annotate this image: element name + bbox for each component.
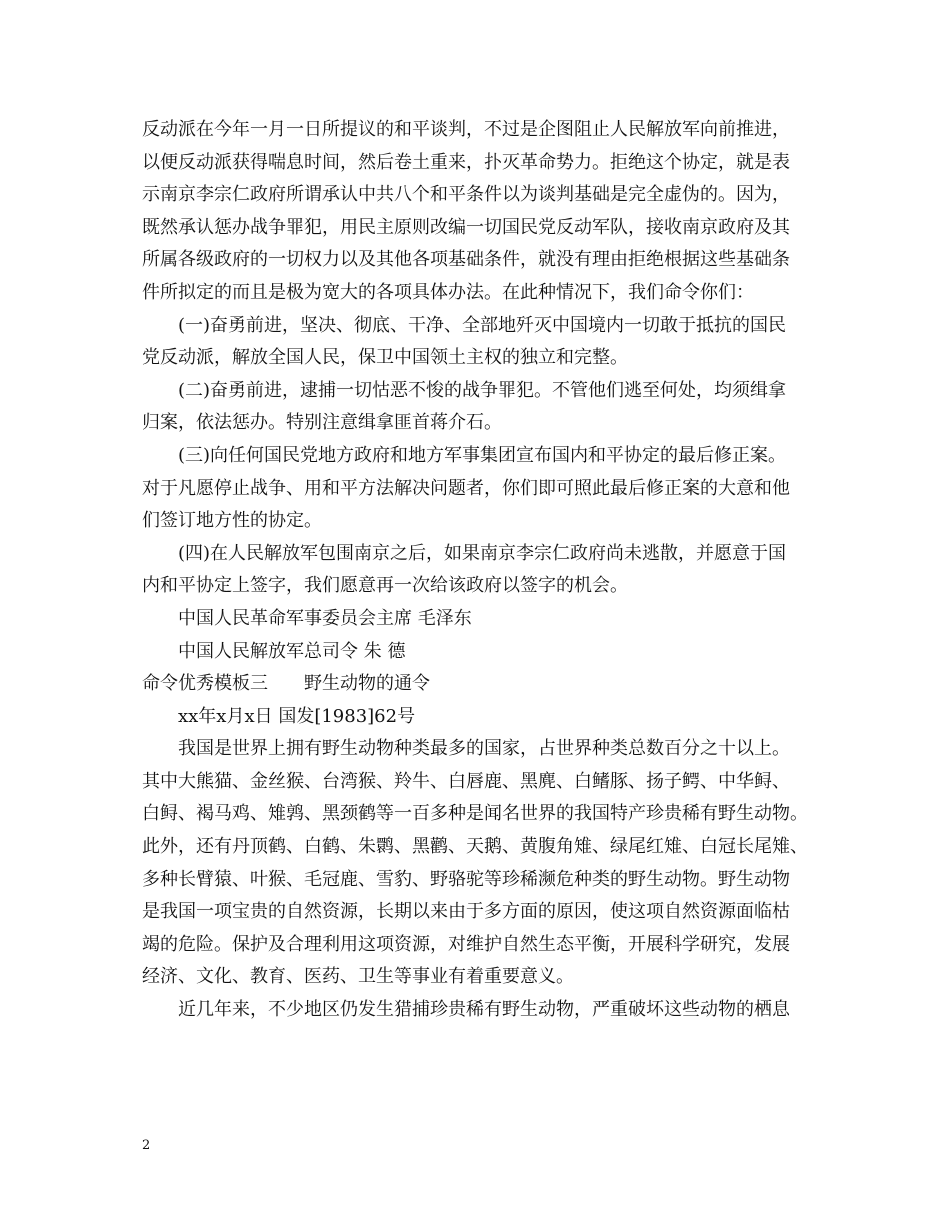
text-line: 既然承认惩办战争罪犯，用民主原则改编一切国民党反动军队，接收南京政府及其	[142, 216, 790, 238]
text-line: 归案，依法惩办。特别注意缉拿匪首蒋介石。	[142, 412, 502, 434]
text-line: (四)在人民解放军包围南京之后，如果南京李宗仁政府尚未逃散，并愿意于国	[178, 542, 787, 564]
page-number: 2	[142, 1138, 151, 1153]
text-line: 我国是世界上拥有野生动物种类最多的国家，占世界种类总数百分之十以上。	[178, 738, 790, 760]
text-line: (三)向任何国民党地方政府和地方军事集团宣布国内和平协定的最后修正案。	[178, 444, 787, 466]
text-line: 白鲟、褐马鸡、雉鹑、黑颈鹤等一百多种是闻名世界的我国特产珍贵稀有野生动物。	[142, 803, 808, 825]
section-heading	[142, 668, 822, 701]
text-line: 近几年来，不少地区仍发生猎捕珍贵稀有野生动物，严重破坏这些动物的栖息	[178, 999, 790, 1021]
text-line: 多种长臂猿、叶猴、毛冠鹿、雪豹、野骆驼等珍稀濒危种类的野生动物。野生动物	[142, 868, 790, 890]
text-line: 们签订地方性的协定。	[142, 510, 322, 532]
text-line: 党反动派，解放全国人民，保卫中国领土主权的独立和完整。	[142, 347, 628, 369]
text-line: 竭的危险。保护及合理利用这项资源，对维护自然生态平衡，开展科学研究，发展	[142, 933, 790, 955]
text-line: 其中大熊猫、金丝猴、台湾猴、羚牛、白唇鹿、黑麂、白鳍豚、扬子鳄、中华鲟、	[142, 770, 790, 792]
text-line: (二)奋勇前进，逮捕一切怙恶不悛的战争罪犯。不管他们逃至何处，均须缉拿	[178, 379, 787, 401]
wildlife-notice-section	[142, 701, 822, 1027]
section-heading-right: 野生动物的通令	[304, 673, 430, 695]
text-line: 中国人民革命军事委员会主席 毛泽东	[178, 607, 472, 629]
text-line: xx年x月x日 国发[1983]62号	[178, 705, 416, 727]
text-line: (一)奋勇前进，坚决、彻底、干净、全部地歼灭中国境内一切敢于抵抗的国民	[178, 314, 787, 336]
text-line: 内和平协定上签字，我们愿意再一次给该政府以签字的机会。	[142, 575, 628, 597]
document-body	[142, 114, 822, 1027]
text-line: 件所拟定的而且是极为宽大的各项具体办法。在此种情况下，我们命令你们：	[142, 281, 754, 303]
order-text-section	[142, 114, 822, 668]
text-line: 反动派在今年一月一日所提议的和平谈判，不过是企图阻止人民解放军向前推进，	[142, 119, 790, 140]
text-line: 对于凡愿停止战争、用和平方法解决问题者，你们即可照此最后修正案的大意和他	[142, 477, 790, 499]
text-line: 中国人民解放军总司令 朱 德	[178, 640, 406, 662]
text-line: 所属各级政府的一切权力以及其他各项基础条件，就没有理由拒绝根据这些基础条	[142, 249, 790, 271]
text-line: 以便反动派获得喘息时间，然后卷土重来，扑灭革命势力。拒绝这个协定，就是表	[142, 151, 790, 173]
text-line: 示南京李宗仁政府所谓承认中共八个和平条件以为谈判基础是完全虚伪的。因为，	[142, 184, 790, 206]
text-line: 是我国一项宝贵的自然资源，长期以来由于多方面的原因，使这项自然资源面临枯	[142, 901, 790, 923]
text-line: 经济、文化、教育、医药、卫生等事业有着重要意义。	[142, 966, 574, 988]
section-heading-left: 命令优秀模板三	[142, 673, 268, 695]
text-line: 此外，还有丹顶鹤、白鹤、朱鹮、黑鹳、天鹅、黄腹角雉、绿尾红雉、白冠长尾雉、	[142, 836, 808, 858]
